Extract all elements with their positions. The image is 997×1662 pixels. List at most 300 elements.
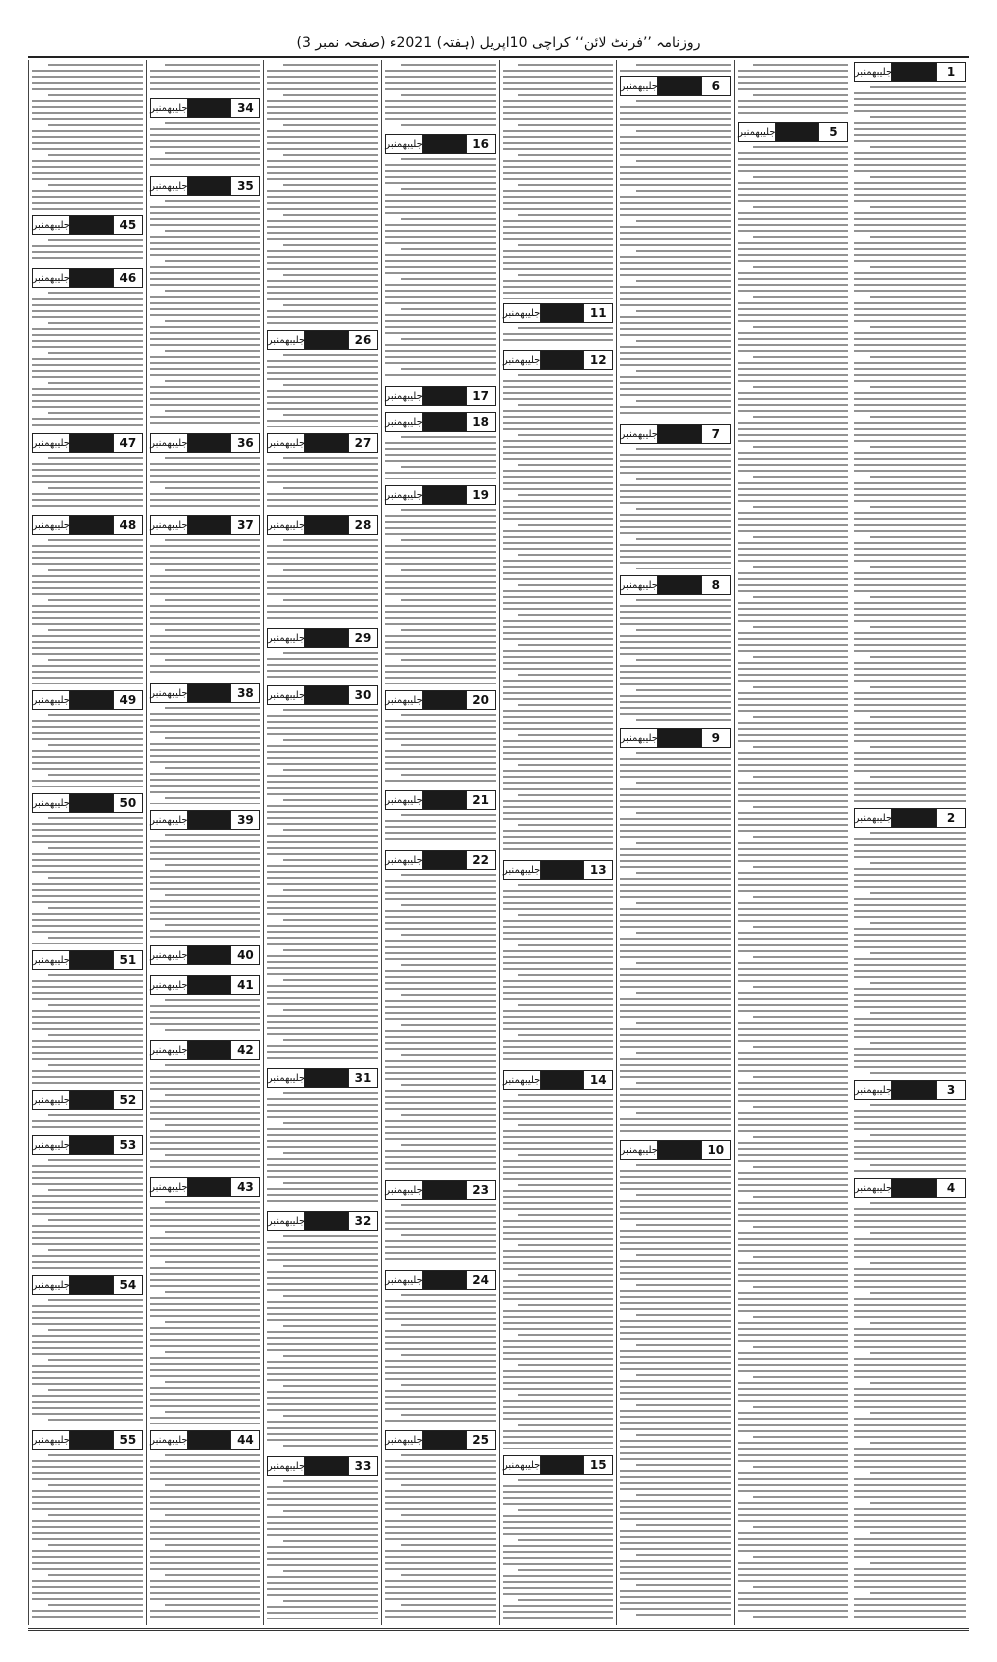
ad-number: 28 [348, 516, 377, 534]
ad-header-bar [305, 331, 348, 349]
ad-number: 8 [701, 576, 730, 594]
ad-number: 19 [466, 486, 495, 504]
ad-header-bar [188, 1178, 231, 1196]
ad-keyword: جلیبھمنبر [33, 691, 70, 709]
ad-number: 6 [701, 77, 730, 95]
ad-keyword: جلیبھمنبر [268, 1069, 305, 1087]
ad-header-bar [423, 1181, 466, 1199]
ad-header [150, 433, 261, 453]
article-text [150, 1201, 261, 1424]
article-text [503, 64, 614, 299]
ad-header [32, 433, 143, 453]
ad-keyword: جلیبھمنبر [386, 413, 423, 431]
classified-ad [385, 485, 496, 505]
article-text [385, 1204, 496, 1264]
article-text [150, 64, 261, 94]
ad-keyword: جلیبھمنبر [33, 1431, 70, 1449]
ad-header [620, 728, 731, 748]
classified-ad [32, 793, 143, 813]
classified-ad [620, 424, 731, 444]
article-text [32, 64, 143, 211]
ad-number: 15 [583, 1456, 612, 1474]
article-text [267, 709, 378, 1062]
ad-keyword: جلیبھمنبر [151, 1178, 188, 1196]
ad-number: 48 [113, 516, 142, 534]
ad-number: 22 [466, 851, 495, 869]
ad-keyword: جلیبھمنبر [268, 1457, 305, 1475]
ad-number: 37 [230, 516, 259, 534]
article-text [503, 1479, 614, 1619]
classified-ad [385, 1270, 496, 1290]
article-text [620, 599, 731, 722]
classified-ad [385, 1430, 496, 1450]
ad-number: 24 [466, 1271, 495, 1289]
ad-header-bar [305, 1457, 348, 1475]
ad-number: 5 [818, 123, 847, 141]
ad-keyword: جلیبھمنبر [33, 951, 70, 969]
ad-keyword: جلیبھمنبر [151, 946, 188, 964]
article-text [150, 200, 261, 427]
ad-number: 45 [113, 216, 142, 234]
ad-keyword: جلیبھمنبر [504, 861, 541, 879]
classified-ad [267, 1068, 378, 1088]
classified-ad [150, 683, 261, 703]
ad-keyword: جلیبھمنبر [268, 331, 305, 349]
newspaper-page [28, 60, 969, 1625]
ad-header [150, 98, 261, 118]
article-text [32, 974, 143, 1084]
article-text [32, 239, 143, 262]
ad-header-bar [305, 516, 348, 534]
article-text [854, 832, 966, 1074]
ad-header-bar [658, 1141, 701, 1159]
ad-keyword: جلیبھمنبر [33, 794, 70, 812]
article-text [150, 1064, 261, 1171]
classified-ad [150, 98, 261, 118]
ad-number: 21 [466, 791, 495, 809]
ad-header [150, 683, 261, 703]
classified-ad [385, 134, 496, 154]
ad-number: 4 [936, 1179, 965, 1197]
ad-header [620, 424, 731, 444]
column-7 [146, 60, 264, 1625]
classified-ad [385, 850, 496, 870]
classified-ad [150, 1177, 261, 1197]
ad-header-bar [70, 951, 113, 969]
article-text [385, 436, 496, 479]
ad-header [854, 1178, 966, 1198]
ad-keyword: جلیبھمنبر [151, 976, 188, 994]
ad-header [385, 690, 496, 710]
ad-header [150, 975, 261, 995]
ad-header [267, 1211, 378, 1231]
article-text [385, 64, 496, 130]
ad-header [385, 790, 496, 810]
ad-header [385, 1270, 496, 1290]
article-text [620, 1164, 731, 1619]
ad-header-bar [658, 77, 701, 95]
ad-number: 9 [701, 729, 730, 747]
article-text [267, 1480, 378, 1619]
ad-keyword: جلیبھمنبر [386, 135, 423, 153]
ad-keyword: جلیبھمنبر [151, 177, 188, 195]
classified-ad [150, 810, 261, 830]
article-text [620, 64, 731, 72]
ad-number: 32 [348, 1212, 377, 1230]
ad-header [32, 950, 143, 970]
ad-header-bar [423, 1431, 466, 1449]
article-text [32, 1114, 143, 1129]
ad-keyword: جلیبھمنبر [621, 1141, 658, 1159]
masthead [28, 30, 969, 58]
ad-header-bar [658, 729, 701, 747]
article-text [738, 64, 849, 118]
ad-number: 36 [230, 434, 259, 452]
ad-keyword: جلیبھمنبر [855, 1179, 892, 1197]
ad-header-bar [305, 1069, 348, 1087]
ad-header [503, 1070, 614, 1090]
ad-number: 44 [230, 1431, 259, 1449]
article-text [385, 814, 496, 844]
ad-header [32, 793, 143, 813]
ad-header-bar [70, 216, 113, 234]
article-text [854, 1202, 966, 1619]
ad-header [267, 685, 378, 705]
classified-ad [854, 1178, 966, 1198]
ad-header-bar [70, 269, 113, 287]
article-text [385, 158, 496, 380]
article-text [267, 64, 378, 326]
ad-header [503, 350, 614, 370]
ad-header-bar [70, 1431, 113, 1449]
ad-number: 31 [348, 1069, 377, 1087]
article-text [32, 714, 143, 787]
ad-header [385, 412, 496, 432]
article-text [385, 1294, 496, 1424]
classified-ad [503, 1070, 614, 1090]
ad-header [150, 1040, 261, 1060]
classified-ad [503, 1455, 614, 1475]
ad-number: 1 [936, 63, 965, 81]
classified-ad [385, 690, 496, 710]
ad-header [32, 515, 143, 535]
column-1 [851, 60, 969, 1625]
ad-number: 35 [230, 177, 259, 195]
ad-keyword: جلیبھمنبر [386, 691, 423, 709]
ad-header-bar [305, 434, 348, 452]
ad-keyword: جلیبھمنبر [504, 1456, 541, 1474]
ad-number: 38 [230, 684, 259, 702]
classified-ad [385, 386, 496, 406]
ad-header [854, 62, 966, 82]
ad-header-bar [423, 387, 466, 405]
article-text [854, 86, 966, 802]
article-text [267, 1092, 378, 1205]
ad-number: 41 [230, 976, 259, 994]
ad-header-bar [776, 123, 819, 141]
article-text [620, 448, 731, 569]
ad-header-bar [658, 576, 701, 594]
ad-number: 3 [936, 1081, 965, 1099]
ad-keyword: جلیبھمنبر [268, 686, 305, 704]
ad-keyword: جلیبھمنبر [268, 434, 305, 452]
column-2 [734, 60, 852, 1625]
article-text [620, 100, 731, 418]
article-text [267, 539, 378, 622]
ad-header [738, 122, 849, 142]
ad-header-bar [305, 629, 348, 647]
ad-header [32, 268, 143, 288]
article-text [150, 457, 261, 509]
ad-number: 29 [348, 629, 377, 647]
article-text [267, 354, 378, 427]
classified-ad [267, 433, 378, 453]
ad-number: 52 [113, 1091, 142, 1109]
ad-number: 30 [348, 686, 377, 704]
ad-header-bar [70, 1136, 113, 1154]
classified-ad [32, 1275, 143, 1295]
classified-ad [503, 860, 614, 880]
classified-ad [267, 515, 378, 535]
column-3 [616, 60, 734, 1625]
ad-number: 34 [230, 99, 259, 117]
ad-keyword: جلیبھمنبر [151, 1041, 188, 1059]
classified-ad [267, 330, 378, 350]
ad-header-bar [70, 434, 113, 452]
ad-header-bar [423, 135, 466, 153]
column-5 [381, 60, 499, 1625]
ad-number: 7 [701, 425, 730, 443]
ad-keyword: جلیبھمنبر [504, 351, 541, 369]
ad-keyword: جلیبھمنبر [739, 123, 776, 141]
ad-header [32, 215, 143, 235]
article-text [32, 457, 143, 509]
article-text [385, 1454, 496, 1619]
ad-number: 26 [348, 331, 377, 349]
classified-ad [854, 1080, 966, 1100]
classified-ad [620, 728, 731, 748]
ad-header-bar [541, 861, 584, 879]
ad-header-bar [423, 791, 466, 809]
ad-number: 17 [466, 387, 495, 405]
classified-ad [150, 433, 261, 453]
ad-number: 53 [113, 1136, 142, 1154]
classified-ad [267, 1211, 378, 1231]
classified-ad [385, 412, 496, 432]
ad-number: 43 [230, 1178, 259, 1196]
ad-number: 23 [466, 1181, 495, 1199]
ad-header [150, 1430, 261, 1450]
classified-ad [854, 62, 966, 82]
ad-header [385, 850, 496, 870]
ad-header-bar [541, 1071, 584, 1089]
ad-header [267, 330, 378, 350]
ad-header-bar [188, 1431, 231, 1449]
article-text [150, 834, 261, 939]
column-6 [263, 60, 381, 1625]
classified-ad [32, 433, 143, 453]
classified-ad [267, 1456, 378, 1476]
ad-header [854, 808, 966, 828]
masthead-title: روزنامہ ’’فرنٹ لائن‘‘ کراچی 10اپریل (ہفتہ) 2021ء (صفحہ نمبر 3) [296, 35, 701, 51]
article-text [267, 457, 378, 509]
ad-keyword: جلیبھمنبر [33, 1136, 70, 1154]
ad-number: 10 [701, 1141, 730, 1159]
ad-number: 16 [466, 135, 495, 153]
ad-keyword: جلیبھمنبر [386, 486, 423, 504]
ad-number: 2 [936, 809, 965, 827]
classified-ad [150, 176, 261, 196]
ad-header-bar [188, 516, 231, 534]
classified-ad [503, 350, 614, 370]
ad-keyword: جلیبھمنبر [386, 791, 423, 809]
ad-keyword: جلیبھمنبر [386, 387, 423, 405]
classified-ad [32, 690, 143, 710]
ad-number: 40 [230, 946, 259, 964]
ad-keyword: جلیبھمنبر [621, 425, 658, 443]
ad-header [32, 1135, 143, 1155]
classified-ad [32, 515, 143, 535]
classified-ad [32, 1135, 143, 1155]
article-text [150, 539, 261, 677]
article-text [503, 884, 614, 1064]
ad-header-bar [423, 691, 466, 709]
ad-header-bar [423, 851, 466, 869]
classified-ad [503, 303, 614, 323]
ad-header [503, 1455, 614, 1475]
ad-number: 54 [113, 1276, 142, 1294]
ad-number: 39 [230, 811, 259, 829]
classified-ad [620, 575, 731, 595]
ad-header-bar [423, 486, 466, 504]
ad-header-bar [188, 1041, 231, 1059]
ad-header-bar [70, 516, 113, 534]
article-text [385, 509, 496, 684]
ad-header-bar [423, 1271, 466, 1289]
ad-number: 18 [466, 413, 495, 431]
ad-keyword: جلیبھمنبر [151, 684, 188, 702]
article-text [32, 817, 143, 944]
article-text [620, 752, 731, 1134]
ad-number: 50 [113, 794, 142, 812]
ad-header [150, 945, 261, 965]
ad-header-bar [892, 63, 936, 81]
classified-ad [620, 76, 731, 96]
classified-ad [32, 1090, 143, 1110]
ad-number: 12 [583, 351, 612, 369]
ad-header [32, 1090, 143, 1110]
ad-header-bar [892, 1179, 936, 1197]
article-text [854, 1104, 966, 1172]
article-text [150, 1454, 261, 1619]
article-text [503, 374, 614, 854]
ad-keyword: جلیبھمنبر [151, 434, 188, 452]
ad-header-bar [188, 177, 231, 195]
ad-header [385, 1430, 496, 1450]
ad-header [385, 1180, 496, 1200]
ad-keyword: جلیبھمنبر [504, 1071, 541, 1089]
ad-header [150, 176, 261, 196]
ad-header [32, 1275, 143, 1295]
ad-header-bar [188, 976, 231, 994]
classified-ad [385, 1180, 496, 1200]
article-text [267, 1235, 378, 1450]
article-text [738, 146, 849, 1619]
ad-header [32, 690, 143, 710]
ad-keyword: جلیبھمنبر [33, 434, 70, 452]
ad-keyword: جلیبھمنبر [855, 809, 892, 827]
classified-ad [32, 1430, 143, 1450]
ad-header-bar [188, 99, 231, 117]
ad-header [385, 485, 496, 505]
ad-number: 49 [113, 691, 142, 709]
ad-header-bar [188, 811, 231, 829]
ad-keyword: جلیبھمنبر [151, 516, 188, 534]
ad-number: 27 [348, 434, 377, 452]
classified-ad [150, 515, 261, 535]
ad-header [503, 860, 614, 880]
ad-header-bar [541, 304, 584, 322]
ad-keyword: جلیبھمنبر [504, 304, 541, 322]
ad-number: 47 [113, 434, 142, 452]
ad-number: 20 [466, 691, 495, 709]
article-text [385, 874, 496, 1174]
classified-ad [150, 945, 261, 965]
article-text [150, 707, 261, 804]
ad-header-bar [70, 1091, 113, 1109]
classified-ad [385, 790, 496, 810]
ad-number: 11 [583, 304, 612, 322]
ad-header-bar [305, 686, 348, 704]
article-text [32, 1159, 143, 1269]
ad-header-bar [70, 794, 113, 812]
ad-number: 55 [113, 1431, 142, 1449]
column-8 [28, 60, 146, 1625]
ad-header [620, 1140, 731, 1160]
ad-header-bar [541, 1456, 584, 1474]
ad-keyword: جلیبھمنبر [386, 851, 423, 869]
article-text [267, 652, 378, 679]
article-text [503, 1094, 614, 1449]
classified-ad [32, 950, 143, 970]
ad-keyword: جلیبھمنبر [33, 269, 70, 287]
classified-ad [620, 1140, 731, 1160]
ad-header-bar [892, 1081, 936, 1099]
article-text [32, 292, 143, 427]
ad-keyword: جلیبھمنبر [621, 576, 658, 594]
ad-header [267, 628, 378, 648]
ad-number: 13 [583, 861, 612, 879]
ad-header-bar [70, 1276, 113, 1294]
ad-header [620, 76, 731, 96]
ad-header-bar [423, 413, 466, 431]
article-text [385, 714, 496, 784]
ad-header [620, 575, 731, 595]
ad-keyword: جلیبھمنبر [855, 1081, 892, 1099]
ad-keyword: جلیبھمنبر [621, 729, 658, 747]
classified-ad [854, 808, 966, 828]
classified-ad [32, 215, 143, 235]
ad-header [150, 1177, 261, 1197]
ad-number: 25 [466, 1431, 495, 1449]
classified-ad [32, 268, 143, 288]
ad-header [150, 515, 261, 535]
ad-keyword: جلیبھمنبر [151, 99, 188, 117]
ad-header [267, 433, 378, 453]
ad-header [385, 386, 496, 406]
column-4 [499, 60, 617, 1625]
ad-keyword: جلیبھمنبر [386, 1271, 423, 1289]
